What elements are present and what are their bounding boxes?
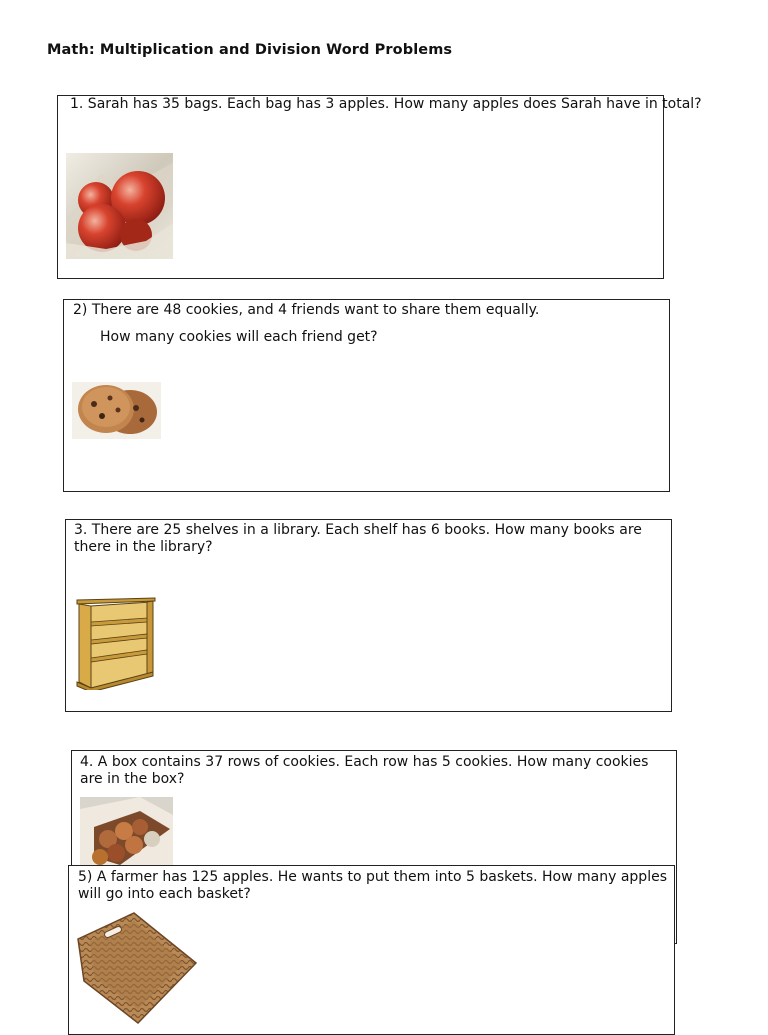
problem-2-line-2: How many cookies will each friend get? — [100, 329, 378, 345]
apples-in-bag-image — [66, 153, 173, 259]
cookie-box-image — [80, 797, 173, 865]
problem-2-line-1: 2) There are 48 cookies, and 4 friends want to share them equally. — [73, 302, 540, 318]
problem-3-text: 3. There are 25 shelves in a library. Each shelf has 6 books. How many books are there in the library? — [74, 522, 642, 555]
page-title: Math: Multiplication and Division Word Problems — [47, 42, 453, 58]
cookies-image — [72, 382, 161, 439]
bookshelf-image — [75, 596, 157, 690]
problem-1-text: 1. Sarah has 35 bags. Each bag has 3 apples. How many apples does Sarah have in total? — [70, 96, 702, 112]
wicker-basket-image — [76, 911, 198, 1024]
problem-4-text: 4. A box contains 37 rows of cookies. Each row has 5 cookies. How many cookies are in the box? — [80, 754, 649, 787]
problem-5-text: 5) A farmer has 125 apples. He wants to put them into 5 baskets. How many apples will go into each basket? — [78, 869, 667, 902]
